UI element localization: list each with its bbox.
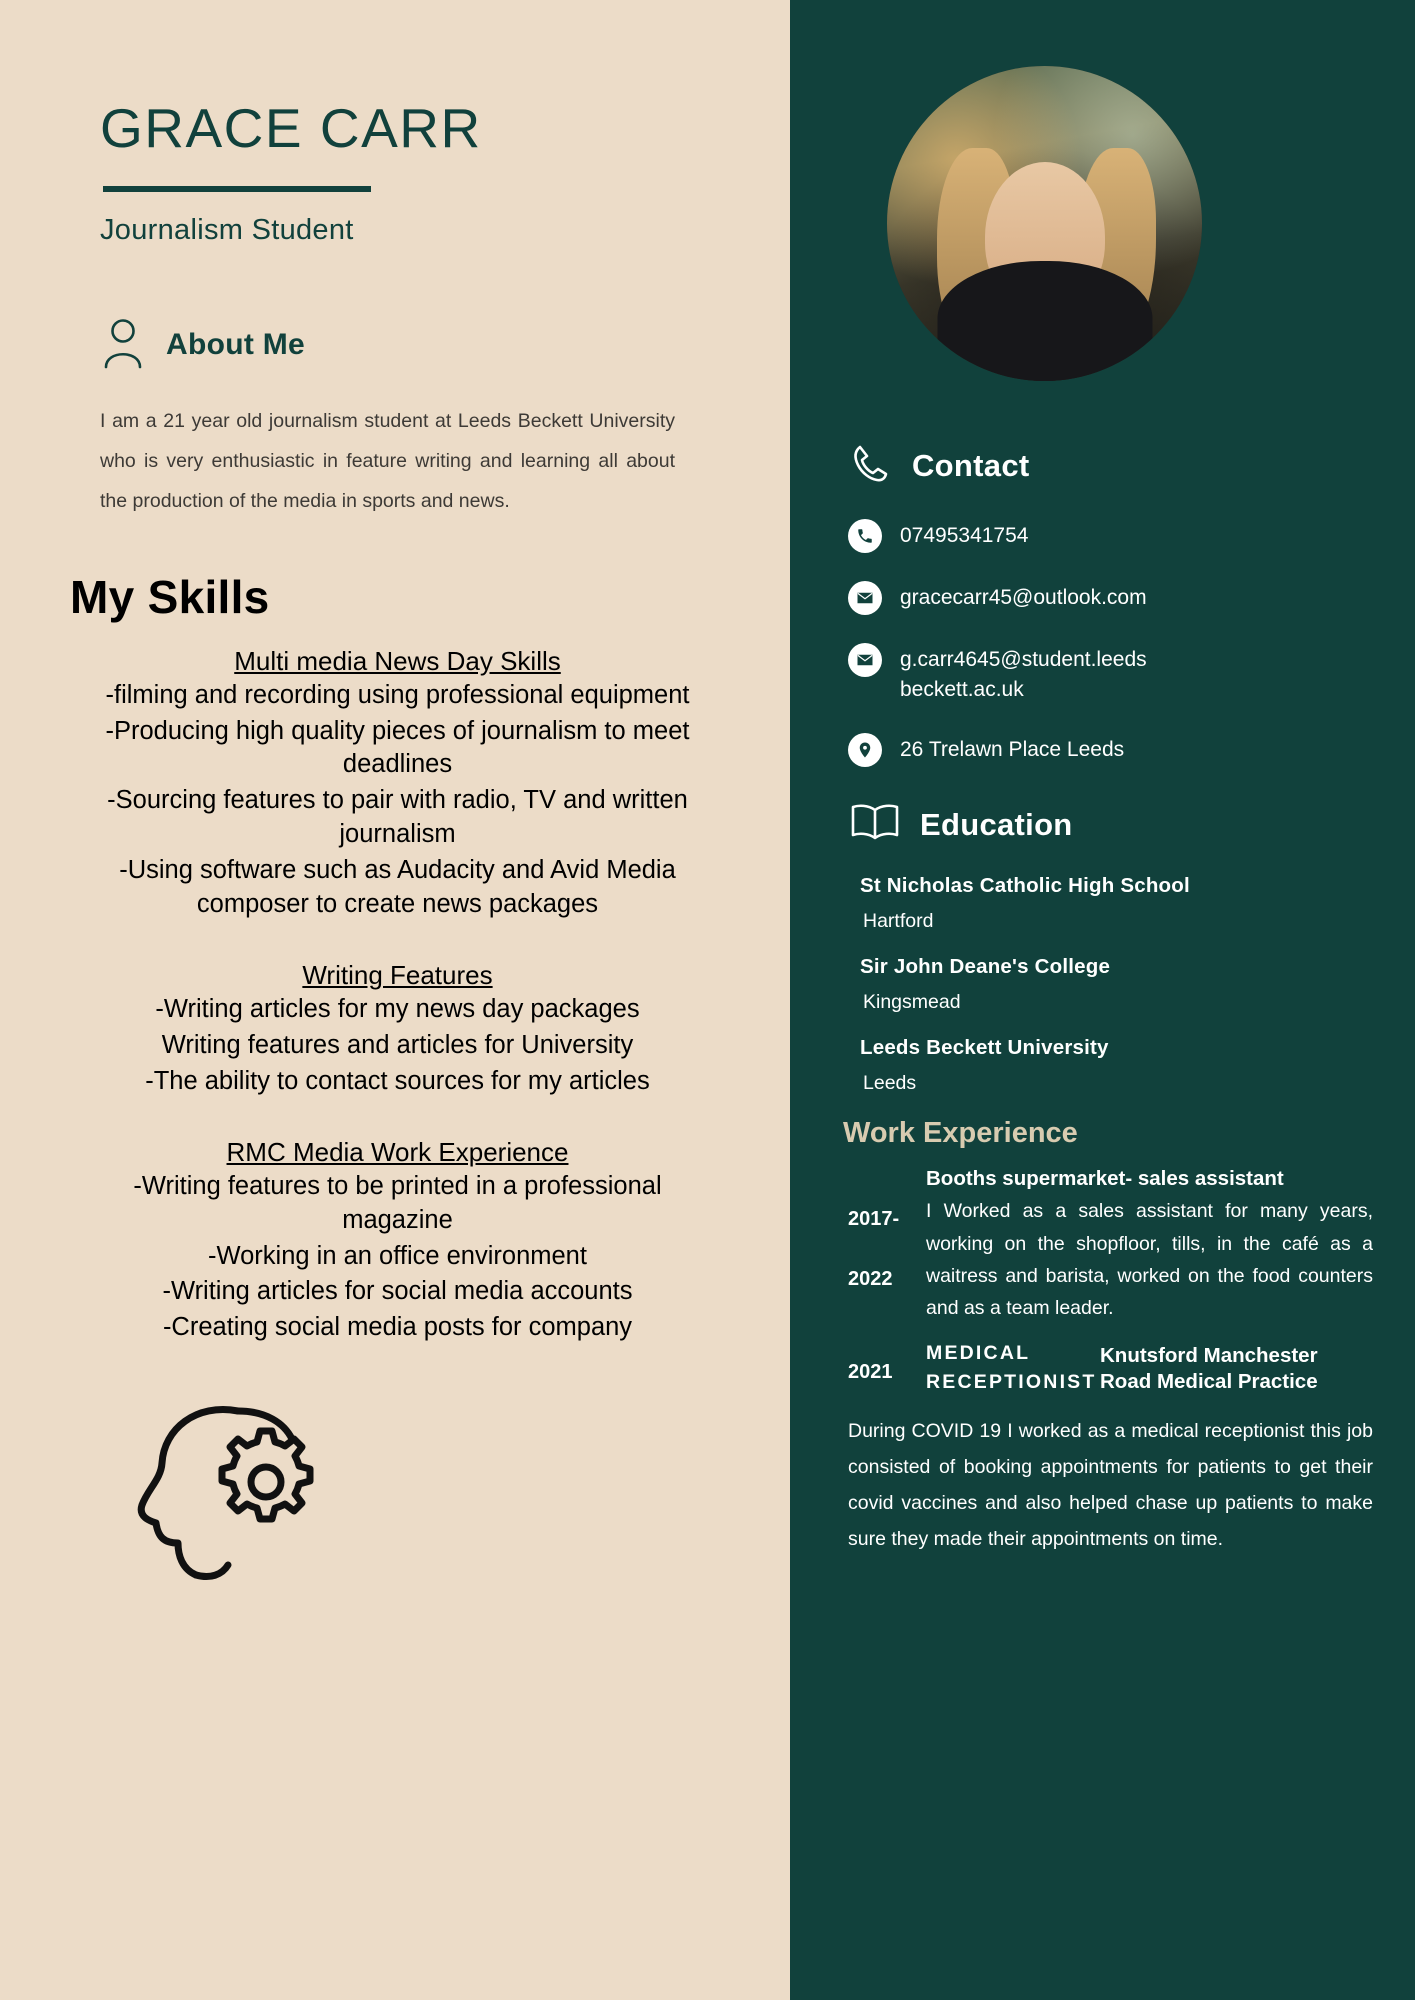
spacer (100, 1099, 695, 1133)
contact-title: Contact (912, 447, 1030, 483)
skill-group (100, 956, 695, 1099)
contact-list (848, 517, 1373, 767)
email-personal: gracecarr45@outlook.com (900, 586, 1147, 609)
skill-line: -Producing high quality pieces of journalism to meet deadlines (105, 716, 690, 779)
contact-row-address[interactable] (848, 731, 1373, 767)
work-item-organization: Knutsford Manchester Road Medical Practice (1100, 1343, 1318, 1394)
about-me-header (100, 317, 695, 374)
skill-line: -Writing features to be printed in a professional magazine (133, 1171, 662, 1234)
education-item (848, 955, 1373, 1014)
education-item (848, 1036, 1373, 1095)
spacer (100, 922, 695, 956)
education-place: Hartford (863, 909, 934, 932)
contact-row-email-personal[interactable] (848, 579, 1373, 615)
title-divider (103, 186, 371, 192)
skill-line: -Writing articles for my news day packages (155, 995, 640, 1023)
avatar (887, 66, 1202, 381)
skill-line: -Sourcing features to pair with radio, TV and written journalism (107, 786, 688, 849)
location-pin-icon (848, 733, 882, 767)
education-place: Kingsmead (863, 990, 961, 1013)
envelope-icon (848, 581, 882, 615)
about-me-text: I am a 21 year old journalism student at Leeds Beckett University who is very enthusiastic in feature writing and learning all about the production of the media in sports and news. (100, 409, 675, 512)
open-book-icon (848, 801, 902, 850)
skill-group-heading: Multi media News Day Skills (234, 645, 561, 676)
address: 26 Trelawn Place Leeds (900, 737, 1125, 761)
skill-group-heading: Writing Features (302, 960, 493, 990)
education-school: Leeds Beckett University (860, 1035, 1109, 1059)
phone-number: 07495341754 (900, 524, 1029, 547)
envelope-icon (848, 643, 882, 677)
skill-line: -Working in an office environment (208, 1241, 587, 1270)
education-place: Leeds (863, 1071, 917, 1094)
work-item-role: Booths supermarket- sales assistant (926, 1166, 1284, 1190)
email-university: g.carr4645@student.leeds beckett.ac.uk (900, 648, 1147, 701)
education-title: Education (920, 807, 1073, 843)
contact-header (848, 440, 1373, 491)
person-icon (100, 317, 146, 374)
work-item-medical (848, 1339, 1373, 1558)
education-item (848, 874, 1373, 933)
work-item-booths (848, 1166, 1373, 1325)
skill-group-heading: RMC Media Work Experience (226, 1136, 569, 1167)
head-gear-icon (118, 1393, 695, 1588)
education-header (848, 801, 1373, 850)
job-role-subtitle: Journalism Student (100, 213, 354, 246)
about-me-title: About Me (166, 328, 306, 362)
phone-icon (848, 440, 894, 491)
work-item-years (848, 1166, 912, 1325)
skill-line: -filming and recording using professional equipment (105, 680, 690, 709)
education-list (848, 874, 1373, 1095)
phone-icon (848, 519, 882, 553)
education-school: St Nicholas Catholic High School (860, 873, 1190, 897)
work-year: 2021 (848, 1360, 893, 1383)
right-column (790, 0, 1415, 2000)
contact-row-email-university[interactable] (848, 641, 1373, 705)
skill-group (100, 1133, 695, 1346)
skill-line: -Using software such as Audacity and Avid Media composer to create news packages (119, 856, 676, 919)
skills-list (100, 642, 695, 1346)
work-year-from: 2017- (848, 1207, 900, 1230)
skills-title: My Skills (70, 570, 270, 623)
skill-line: -The ability to contact sources for my articles (145, 1066, 650, 1095)
page-title: GRACE CARR (100, 97, 482, 159)
work-year-to: 2022 (848, 1267, 893, 1290)
education-school: Sir John Deane's College (860, 954, 1111, 978)
contact-row-phone[interactable] (848, 517, 1373, 553)
work-experience-title: Work Experience (843, 1116, 1078, 1149)
skill-line: -Writing articles for social media accounts (162, 1277, 633, 1306)
skill-line: -Creating social media posts for company (162, 1313, 633, 1342)
work-item-description: I Worked as a sales assistant for many years, working on the shopfloor, tills, in the café as a waitress and barista, worked on the food counters and as a team leader. (926, 1200, 1373, 1320)
work-item-role: MEDICAL RECEPTIONIST (926, 1341, 1097, 1393)
work-item-description: During COVID 19 I worked as a medical receptionist this job consisted of booking appointments for patients to get their covid vaccines and also helped chase up patients to make sure they made their appointments on time. (848, 1420, 1373, 1551)
skill-line: Writing features and articles for University (161, 1030, 634, 1059)
skill-group (100, 642, 695, 922)
